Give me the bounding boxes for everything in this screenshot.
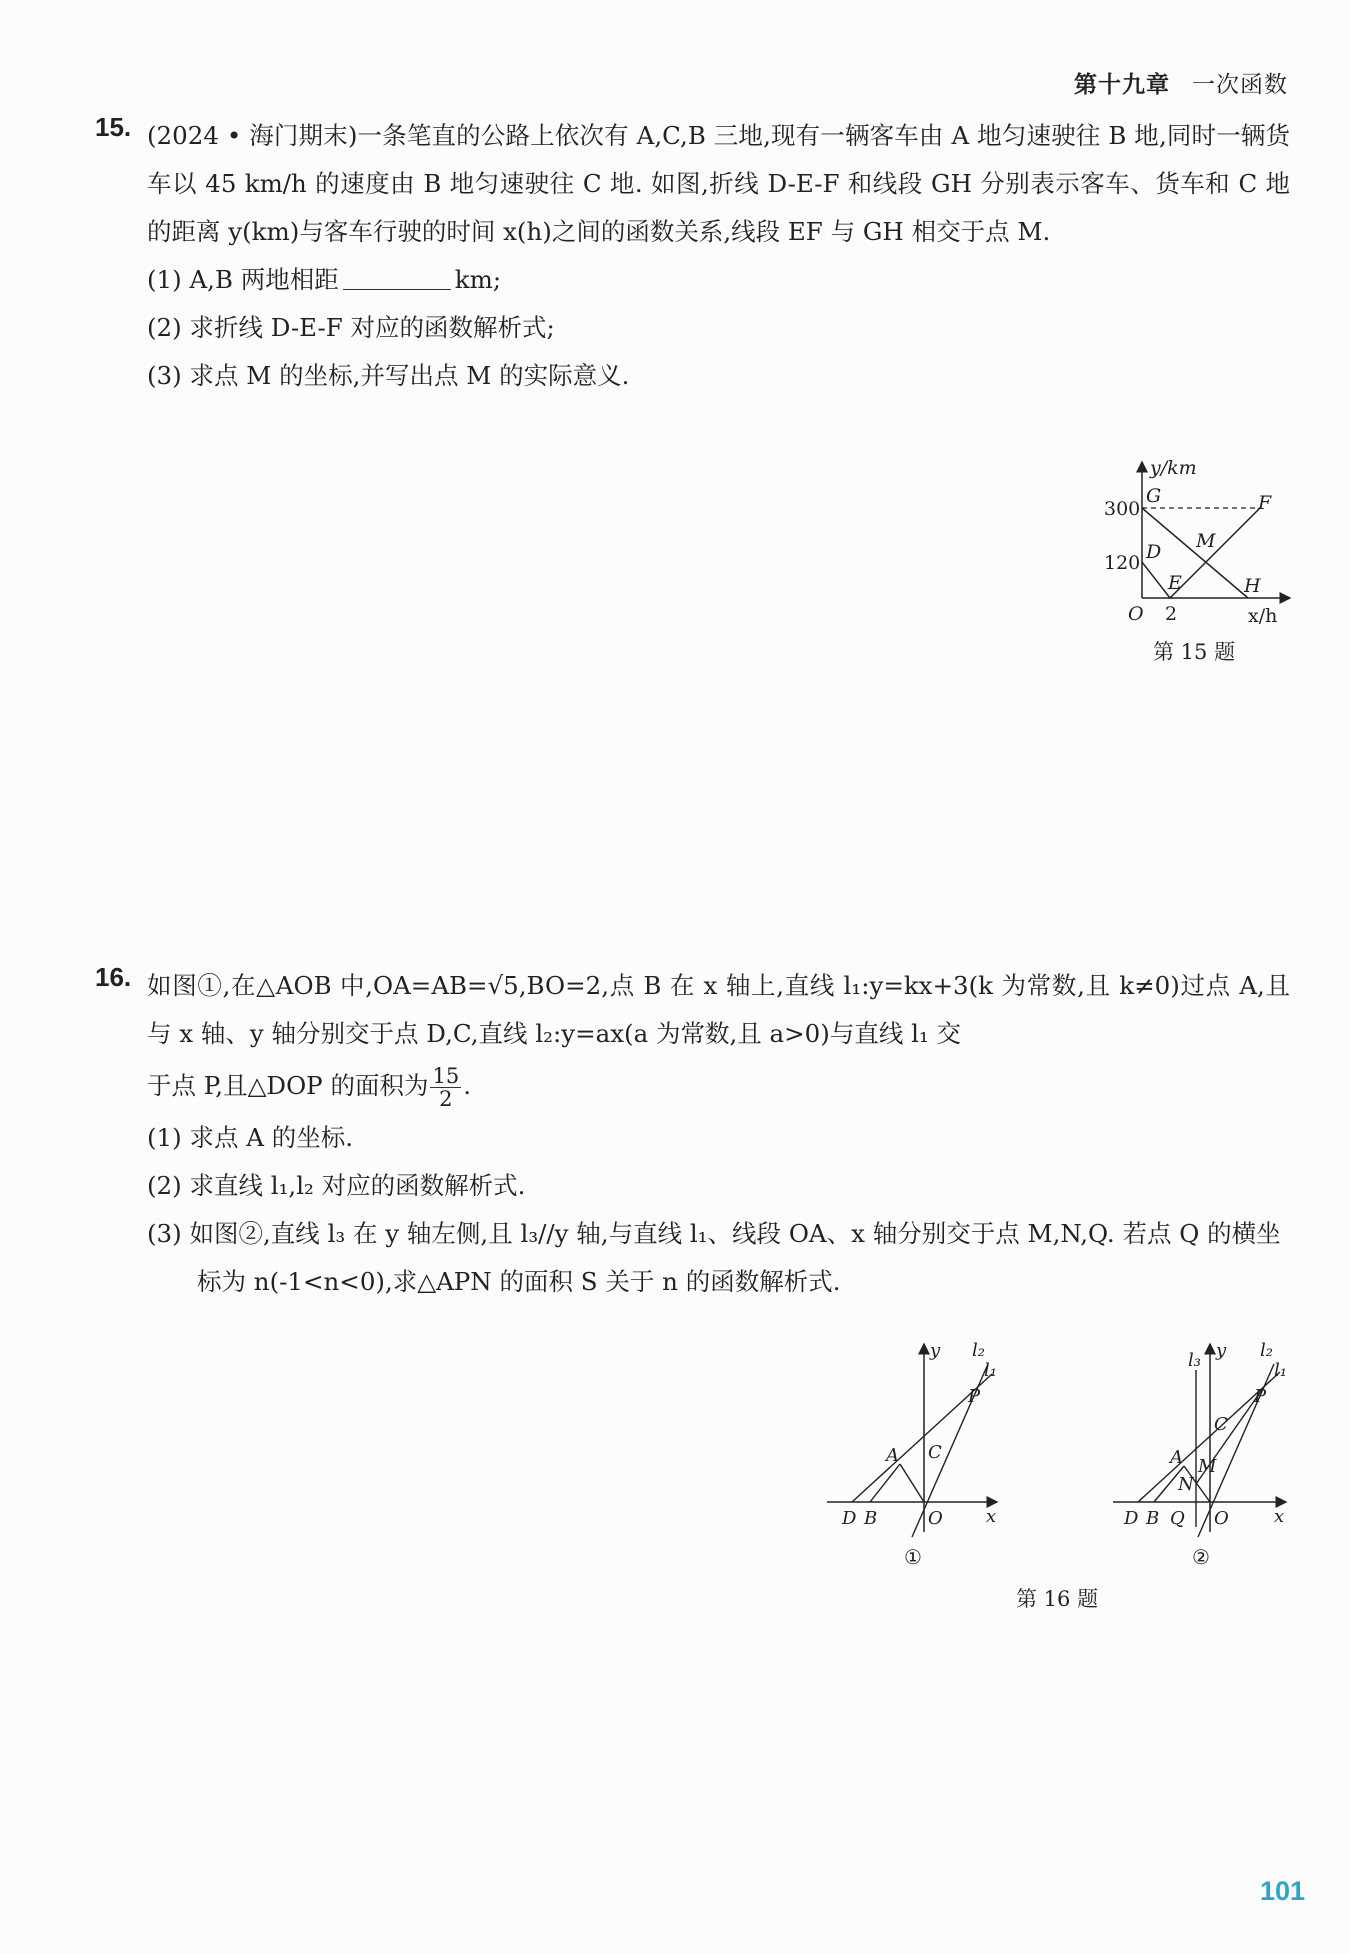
chapter-number: 第十九章 [1074,71,1170,98]
label-l1: l₁ [1274,1360,1287,1381]
point-H: H [1244,575,1261,597]
label-x: x [1274,1506,1285,1527]
question-1-unit: km; [454,265,502,294]
label-l2: l₂ [1260,1340,1273,1361]
question-1: (1) 求点 A 的坐标. [147,1123,354,1152]
answer-blank[interactable] [343,263,451,290]
label-O: O [1214,1508,1229,1529]
y-axis-label: y/km [1150,457,1197,479]
stem-end: . [463,1071,471,1100]
label-P: P [1254,1386,1267,1407]
figure-number-1: ① [904,1545,922,1569]
x-axis-label: x/h [1248,605,1278,627]
problem-stem-continued [147,1062,1290,1110]
fraction-numerator: 15 [432,1064,460,1088]
tick-300: 300 [1104,498,1141,520]
label-M: M [1198,1456,1217,1477]
segment-AB [870,1464,900,1502]
label-D: D [1124,1508,1139,1529]
label-y: y [930,1340,941,1361]
label-O: O [928,1508,943,1529]
figure-16-2 [1108,1332,1298,1572]
point-M: M [1196,530,1216,552]
point-F: F [1258,492,1272,514]
label-x: x [986,1506,997,1527]
problem-16 [95,962,1290,1306]
figure-15-caption: 第 15 题 [1153,640,1236,664]
question-2: (2) 求折线 D-E-F 对应的函数解析式; [147,313,555,342]
label-B: B [1146,1508,1160,1529]
point-E: E [1168,572,1182,594]
page-number: 101 [1259,1876,1305,1906]
point-D: D [1146,541,1162,563]
label-N: N [1178,1474,1194,1495]
problem-stem: 如图①,在△AOB 中,OA=AB=√5,BO=2,点 B 在 x 轴上,直线 l₁:y=kx+3(k 为常数,且 k≠0)过点 A,且与 x 轴、y 轴分别交于点 D,C,直线 l₂:y=ax(a 为常数,且 a>0)与直线 l₁ 交 [147,971,1290,1048]
label-D: D [842,1508,857,1529]
label-l3: l₃ [1188,1350,1201,1371]
tick-2: 2 [1165,603,1178,625]
fraction [430,1065,461,1110]
problem-number: 15. [95,112,132,142]
tick-120: 120 [1104,552,1141,574]
label-y: y [1216,1340,1227,1361]
chapter-title: 一次函数 [1192,72,1288,98]
figure-16-1 [822,1332,1012,1572]
fraction-denominator: 2 [439,1087,453,1111]
figure-16-caption: 第 16 题 [1016,1587,1099,1611]
label-l2: l₂ [972,1340,985,1361]
question-1-text: (1) A,B 两地相距 [147,265,339,294]
figure-number-2: ② [1192,1545,1210,1569]
label-A: A [886,1445,899,1466]
figure-15-graph [1090,452,1305,632]
problem-stem: (2024 • 海门期末)一条笔直的公路上依次有 A,C,B 三地,现有一辆客车由 A 地匀速驶往 B 地,同时一辆货车以 45 km/h 的速度由 B 地匀速驶往 C 地. 如图,折线 D-E-F 和线段 GH 分别表示客车、货车和 C 地的距离 y(km)与客车行驶的时间 x(h)之间的函数关系,线段 EF 与 GH 相交于点 M. [147,121,1290,246]
problem-15 [95,112,1290,400]
point-G: G [1146,485,1162,507]
question-3: (3) 如图②,直线 l₃ 在 y 轴左侧,且 l₃//y 轴,与直线 l₁、线段 OA、x 轴分别交于点 M,N,Q. 若点 Q 的横坐标为 n(-1<n<0),求△APN 的面积 S 关于 n 的函数解析式. [147,1219,1281,1296]
label-l1: l₁ [984,1360,997,1381]
question-3: (3) 求点 M 的坐标,并写出点 M 的实际意义. [147,361,630,390]
stem-text: 于点 P,且△DOP 的面积为 [147,1071,429,1100]
segment-AO [900,1464,924,1502]
question-1 [147,256,1290,304]
label-P: P [968,1386,981,1407]
label-Q: Q [1170,1508,1185,1529]
problem-number: 16. [95,962,132,992]
running-header [1074,66,1288,99]
label-C: C [928,1442,942,1463]
label-B: B [864,1508,878,1529]
label-A: A [1170,1447,1183,1468]
label-C: C [1214,1414,1228,1435]
origin-label: O [1128,603,1144,625]
question-2: (2) 求直线 l₁,l₂ 对应的函数解析式. [147,1171,526,1200]
